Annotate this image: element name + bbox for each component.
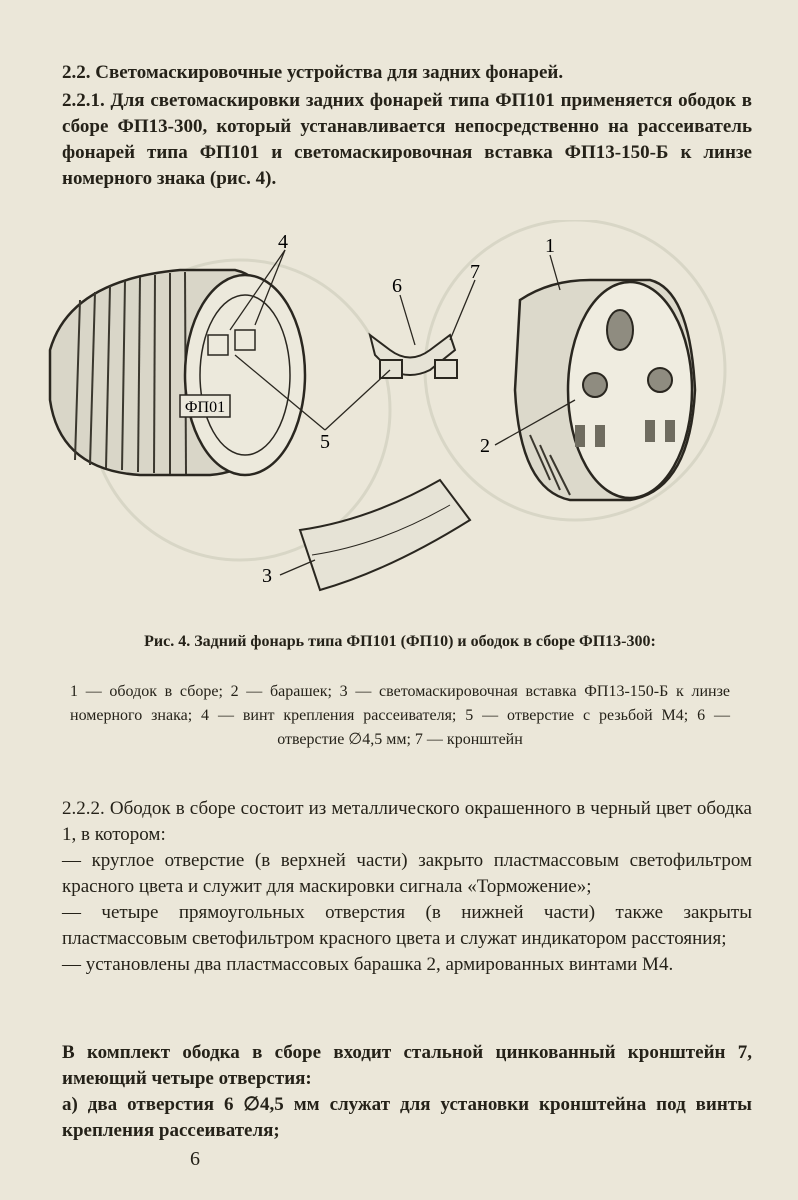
- label-1: 1: [545, 235, 555, 257]
- paragraph-2-2-1: 2.2.1. Для светомаскировки задних фонарей типа ФП101 применяется ободок в сборе ФП13-300, который устанавливается непосредственно на рассеиватель фонарей типа ФП101 и светомаскировочная вставка ФП13-150-Б к линзе номерного знака (рис. 4).: [62, 90, 752, 189]
- label-6: 6: [392, 275, 402, 297]
- label-7: 7: [470, 261, 480, 283]
- paragraph-kit: В комплект ободка в сборе входит стальной цинкованный кронштейн 7, имеющий четыре отверстия:: [62, 1042, 752, 1089]
- lamp-marking: ФП01: [184, 399, 226, 416]
- figure-4: [30, 220, 760, 620]
- label-5: 5: [320, 431, 330, 453]
- list-item: — круглое отверстие (в верхней части) закрыто пластмассовым светофильтром красного цвета и служит для маскировки сигнала «Торможение»;: [62, 850, 752, 897]
- label-3: 3: [262, 565, 272, 587]
- insert-drawing: [300, 480, 470, 590]
- list-item-a: а) два отверстия 6 ∅4,5 мм служат для установки кронштейна под винты крепления рассеивателя;: [62, 1094, 752, 1141]
- label-2: 2: [480, 435, 490, 457]
- rim-assembly-drawing: [515, 280, 695, 500]
- figure-caption-title: Рис. 4. Задний фонарь типа ФП101 (ФП10) и ободок в сборе ФП13-300:: [144, 633, 656, 650]
- paragraph-2-2-2-intro: 2.2.2. Ободок в сборе состоит из металлического окрашенного в черный цвет ободка 1, в котором:: [62, 798, 752, 845]
- figure-caption-legend: 1 — ободок в сборе; 2 — барашек; 3 — светомаскировочная вставка ФП13-150-Б к линзе номерного знака; 4 — винт крепления рассеивателя; 5 — отверстие с резьбой М4; 6 — отверстие ∅4,5 мм; 7 — кронштейн: [70, 683, 730, 748]
- page-number: 6: [190, 1148, 200, 1170]
- list-item: — установлены два пластмассовых барашка 2, армированных винтами М4.: [62, 954, 674, 975]
- paragraph-2-2-2: [62, 796, 752, 978]
- section-heading: 2.2. Светомаскировочные устройства для задних фонарей.: [62, 62, 564, 83]
- figure-4-drawing: [30, 220, 760, 620]
- list-item: — четыре прямоугольных отверстия (в нижней части) также закрыты пластмассовым светофильтром красного цвета и служат индикатором расстояния;: [62, 902, 752, 949]
- tail-lamp-drawing: [50, 270, 305, 475]
- label-4: 4: [278, 231, 288, 253]
